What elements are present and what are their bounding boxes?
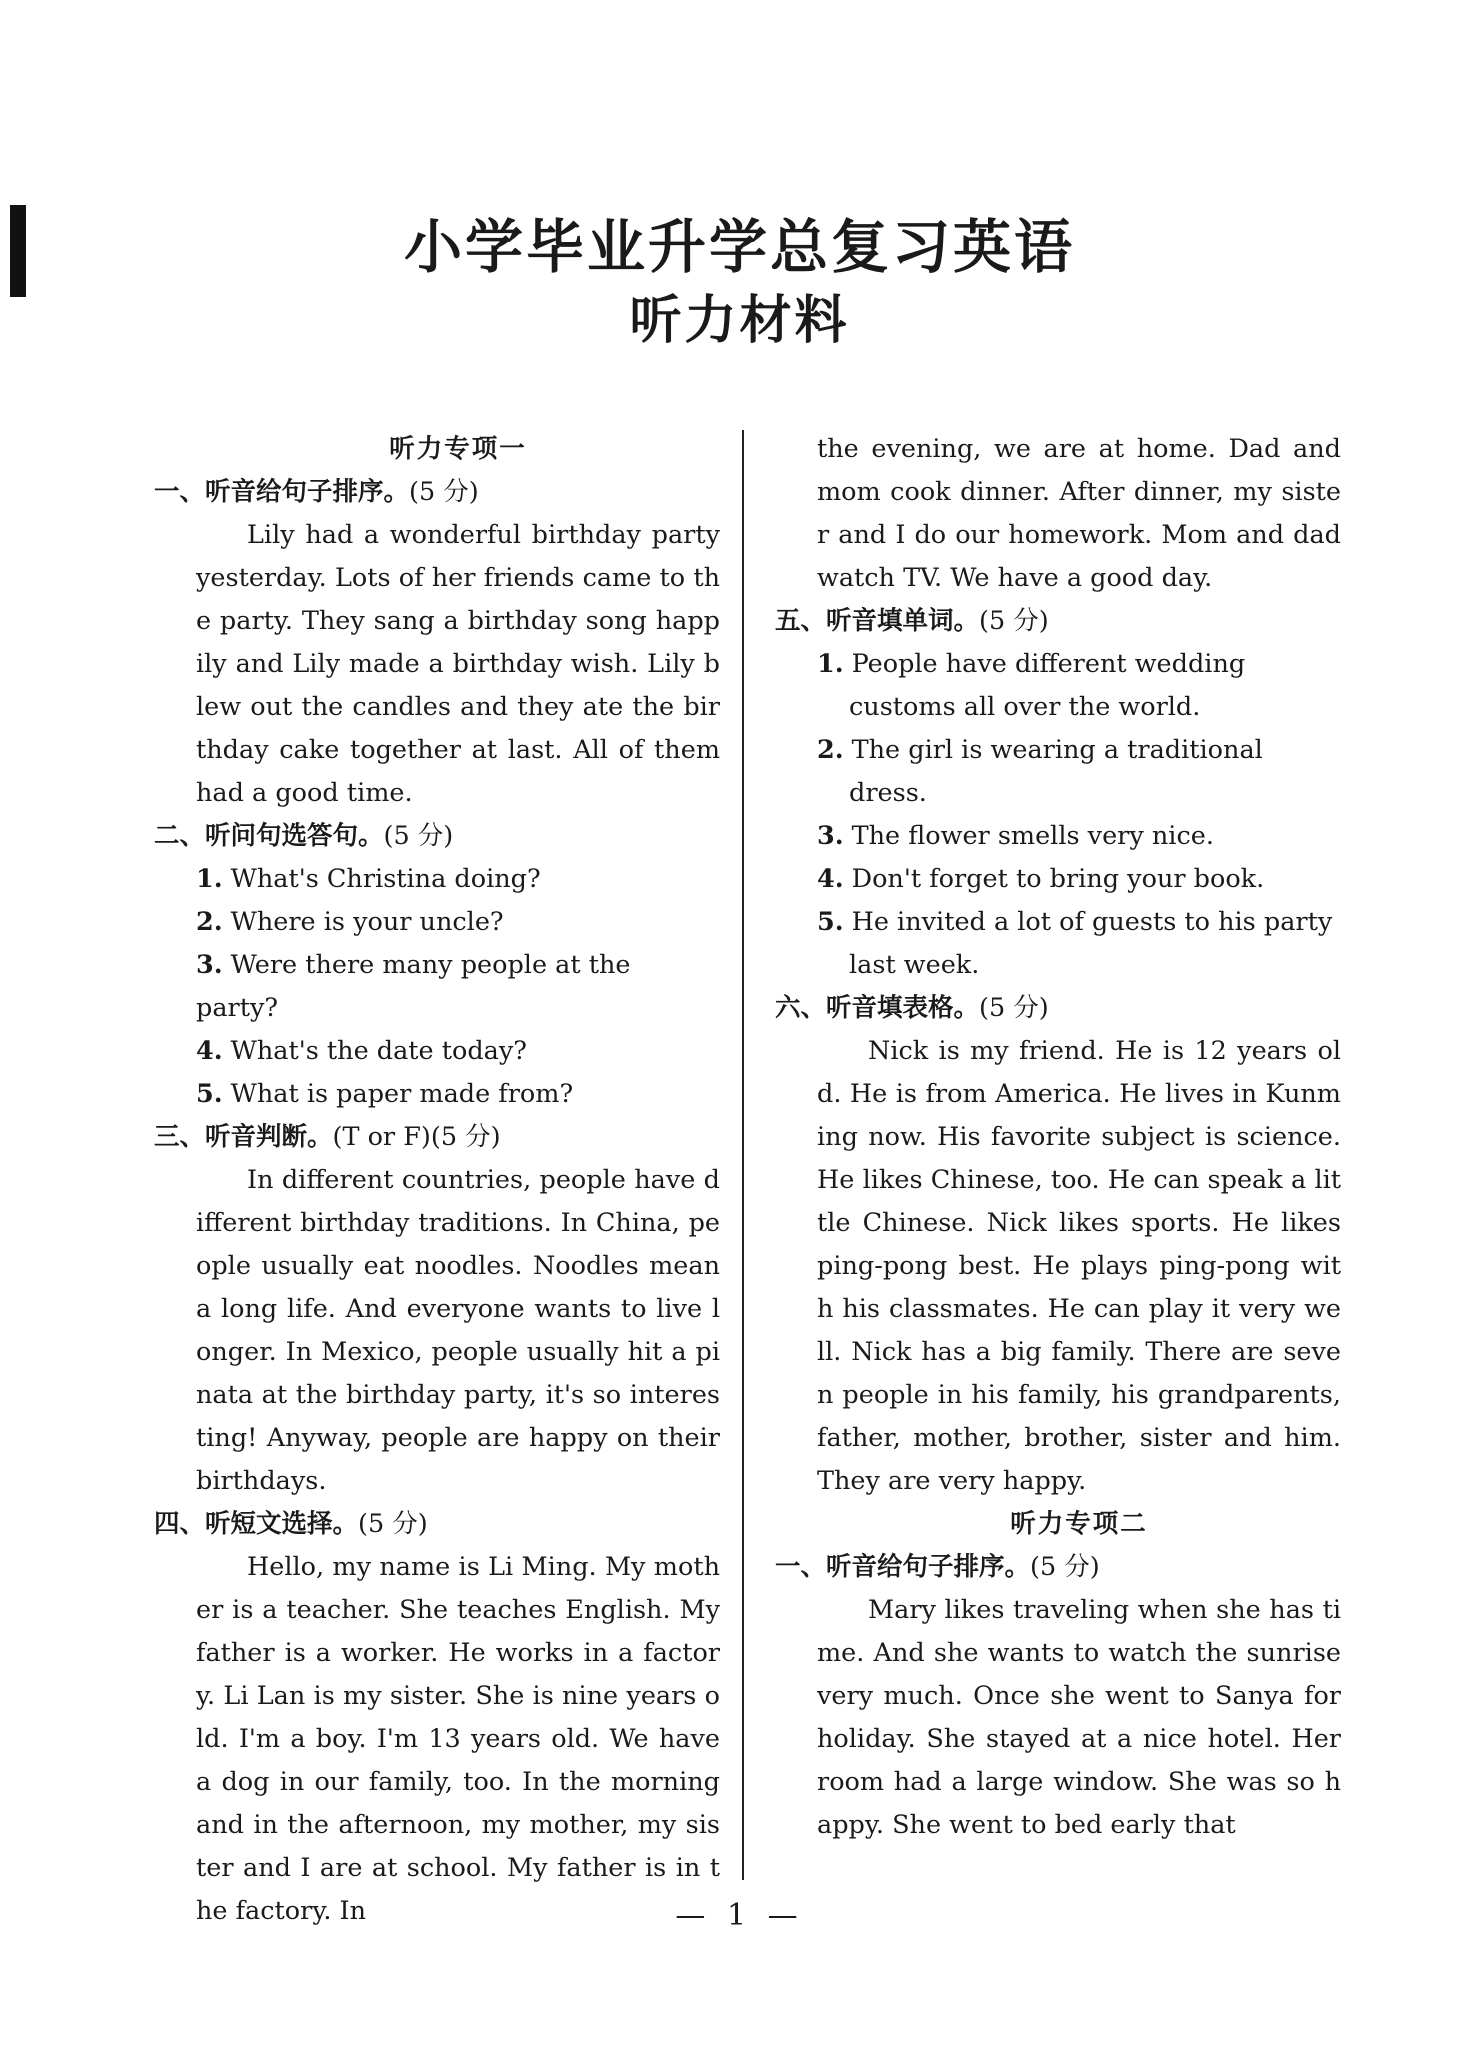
part-heading [775,987,1341,1030]
item-text: What is paper made from? [230,1079,574,1109]
list-item [817,815,1341,858]
item-number: 4. [817,864,844,894]
item-number: 2. [196,907,223,937]
item-text: Don't forget to bring your book. [851,864,1265,894]
part-heading [775,600,1341,643]
item-text: Were there many people at the party? [196,950,631,1023]
part-heading-text: 四、听短文选择。 [154,1509,359,1539]
passage: Hello, my name is Li Ming. My mother is a teacher. She teaches English. My father is a worker. He works in a factory. Li Lan is my sister. She is nine years old. I'm a boy. I'm 13 years old. We have a dog in our family, too. In the morning and in the afternoon, my mother, my sister and I are at school. My father is in the factory. In [196,1552,720,1926]
list-item [817,643,1341,729]
part-points: (5 分) [409,477,479,507]
passage: Mary likes traveling when she has time. And she wants to watch the sunrise very much. Once she went to Sanya for holiday. She stayed at a nice hotel. Her room had a large window. She was so happy. She went to bed early that [817,1595,1341,1840]
part-heading-text: 六、听音填表格。 [775,993,980,1023]
part-points: (5 分) [383,821,454,851]
part-points: (5 分) [358,1509,428,1539]
list-item [196,901,720,944]
part-heading [775,1546,1341,1589]
right-column [775,428,1341,1847]
item-number: 1. [817,649,844,679]
item-number: 5. [196,1079,223,1109]
section-title: 听力专项二 [1010,1509,1148,1539]
item-number: 1. [196,864,223,894]
item-number: 4. [196,1036,223,1066]
list-item [817,729,1341,815]
part-points: (T or F)(5 分) [332,1122,501,1152]
passage-continued: the evening, we are at home. Dad and mom cook dinner. After dinner, my sister and I do our homework. Mom and dad watch TV. We have a good day. [817,434,1341,593]
passage: In different countries, people have different birthday traditions. In China, people usually eat noodles. Noodles mean a long life. And everyone wants to live longer. In Mexico, people usually hit a pinata at the birthday party, it's so interesting! Anyway, people are happy on their birthdays. [196,1165,720,1496]
part-heading-text: 一、听音给句子排序。 [775,1552,1031,1582]
item-text: The girl is wearing a traditional dress. [849,735,1263,808]
page-title: 小学毕业升学总复习英语 [403,213,1075,281]
item-text: The flower smells very nice. [851,821,1214,851]
list-item [817,901,1341,987]
part-heading-text: 三、听音判断。 [154,1122,333,1152]
part-heading [154,1116,720,1159]
part-heading [154,815,720,858]
item-text: Where is your uncle? [230,907,504,937]
item-text: He invited a lot of guests to his party last week. [849,907,1333,980]
list-item [196,858,720,901]
item-number: 5. [817,907,844,937]
passage: Nick is my friend. He is 12 years old. He is from America. He lives in Kunming now. His favorite subject is science. He likes Chinese, too. He can speak a little Chinese. Nick likes sports. He likes ping-pong best. He plays ping-pong with his classmates. He can play it very well. Nick has a big family. There are seven people in his family, his grandparents, father, mother, brother, sister and him. They are very happy. [817,1036,1341,1496]
list-item [196,1030,720,1073]
item-text: What's the date today? [230,1036,527,1066]
part-heading-text: 一、听音给句子排序。 [154,477,410,507]
part-points: (5 分) [979,993,1049,1023]
list-item [817,858,1341,901]
item-text: People have different wedding customs all over the world. [849,649,1246,722]
part-points: (5 分) [1030,1552,1100,1582]
item-text: What's Christina doing? [230,864,541,894]
page-number: — 1 — [675,1898,804,1933]
item-number: 2. [817,735,844,765]
left-column [154,428,720,1933]
part-heading-text: 二、听问句选答句。 [154,821,384,851]
list-item [196,944,720,1030]
page-subtitle: 听力材料 [629,290,850,351]
list-item [196,1073,720,1116]
part-heading [154,471,720,514]
passage: Lily had a wonderful birthday party yesterday. Lots of her friends came to the party. They sang a birthday song happily and Lily made a birthday wish. Lily blew out the candles and they ate the birthday cake together at last. All of them had a good time. [196,520,720,808]
part-heading-text: 五、听音填单词。 [775,606,980,636]
section-title: 听力专项一 [389,434,527,464]
item-number: 3. [817,821,844,851]
column-divider [742,430,744,1880]
part-heading [154,1503,720,1546]
part-points: (5 分) [979,606,1049,636]
item-number: 3. [196,950,223,980]
